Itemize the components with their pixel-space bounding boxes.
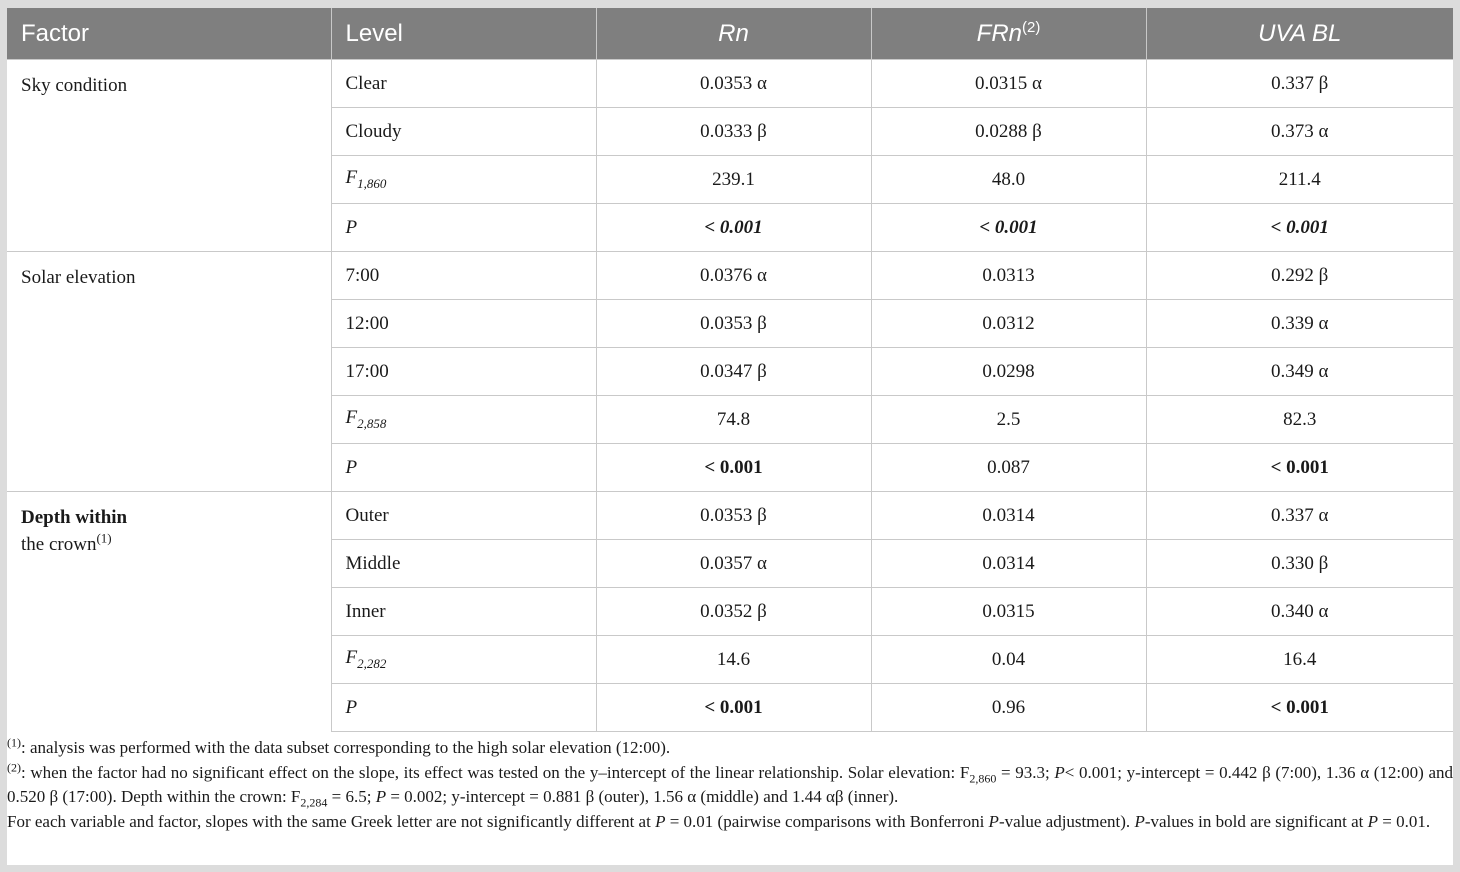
frn-cell: 0.0288 β: [871, 108, 1146, 156]
uva-cell: 0.337 α: [1146, 492, 1453, 540]
footnote-3-p: P: [655, 811, 666, 831]
rn-cell: 0.0353 α: [596, 60, 871, 108]
frn-cell: 0.087: [871, 444, 1146, 492]
rn-cell: 0.0353 β: [596, 492, 871, 540]
uva-cell: 82.3: [1146, 396, 1453, 444]
table-row: [7, 252, 1453, 300]
uva-cell: 0.330 β: [1146, 540, 1453, 588]
rn-cell: 0.0333 β: [596, 108, 871, 156]
level-f-stat: [331, 396, 596, 444]
uva-cell: 16.4: [1146, 636, 1453, 684]
footnote-3-text: = 0.01 (pairwise comparisons with Bonferroni: [665, 811, 989, 831]
frn-cell: 0.04: [871, 636, 1146, 684]
level-p-value: P: [331, 684, 596, 732]
factor-depth-within-crown: [7, 492, 331, 732]
uva-cell: < 0.001: [1146, 684, 1453, 732]
rn-cell: 0.0352 β: [596, 588, 871, 636]
level-p-value: P: [331, 204, 596, 252]
header-frn-note-mark: (2): [1022, 18, 1041, 36]
footnote-3-text: -values in bold are significant at: [1144, 811, 1368, 831]
header-frn: [871, 8, 1146, 60]
footnote-2-text: = 93.3;: [996, 762, 1055, 782]
factor-depth-note-mark: (1): [96, 530, 112, 546]
frn-cell: 2.5: [871, 396, 1146, 444]
level-p-value: P: [331, 444, 596, 492]
rn-cell: 0.0347 β: [596, 348, 871, 396]
table-row: [7, 492, 1453, 540]
footnote-2-sub: 2,284: [300, 795, 328, 810]
f-df: 1,860: [357, 175, 387, 191]
factor-solar-elevation: Solar elevation: [7, 252, 331, 492]
rn-cell: 239.1: [596, 156, 871, 204]
frn-cell: 0.0314: [871, 492, 1146, 540]
f-symbol: F: [345, 647, 358, 669]
level-cell: Clear: [331, 60, 596, 108]
f-symbol: F: [345, 407, 358, 429]
footnote-2-p: P: [375, 787, 387, 806]
rn-cell: 0.0376 α: [596, 252, 871, 300]
level-cell: Inner: [331, 588, 596, 636]
level-cell: 7:00: [331, 252, 596, 300]
footnote-2-text: = 0.002; y-intercept = 0.881 β (outer), 1.56 α (middle) and 1.44 αβ (inner).: [386, 787, 899, 806]
frn-cell: 0.0313: [871, 252, 1146, 300]
uva-cell: < 0.001: [1146, 204, 1453, 252]
level-f-stat: [331, 156, 596, 204]
footnote-3-text: = 0.01.: [1378, 811, 1431, 831]
level-cell: 17:00: [331, 348, 596, 396]
frn-cell: 0.0312: [871, 300, 1146, 348]
header-frn-label: FRn: [976, 19, 1022, 47]
frn-cell: 0.96: [871, 684, 1146, 732]
header-factor: Factor: [7, 8, 331, 60]
footnote-3-text: -value adjustment).: [998, 811, 1135, 831]
table-footnotes: [7, 732, 1453, 834]
footnote-1-text: : analysis was performed with the data subset corresponding to the high solar elevation (12:00).: [21, 738, 671, 757]
rn-cell: 14.6: [596, 636, 871, 684]
footnote-3-p: P: [988, 811, 999, 831]
footnote-2: [7, 761, 1453, 810]
rn-cell: < 0.001: [596, 444, 871, 492]
frn-cell: 0.0298: [871, 348, 1146, 396]
frn-cell: 48.0: [871, 156, 1146, 204]
uva-cell: 0.340 α: [1146, 588, 1453, 636]
f-df: 2,282: [357, 655, 387, 671]
header-row: [7, 8, 1453, 60]
rn-cell: 0.0357 α: [596, 540, 871, 588]
level-f-stat: [331, 636, 596, 684]
uva-cell: 0.349 α: [1146, 348, 1453, 396]
frn-cell: 0.0315 α: [871, 60, 1146, 108]
level-cell: Cloudy: [331, 108, 596, 156]
level-cell: 12:00: [331, 300, 596, 348]
uva-cell: 0.292 β: [1146, 252, 1453, 300]
rn-cell: < 0.001: [596, 684, 871, 732]
footnote-2-sub: 2,860: [969, 770, 997, 785]
factor-depth-line1: Depth within: [21, 507, 128, 528]
footnote-1-mark: (1): [7, 735, 21, 750]
uva-cell: 211.4: [1146, 156, 1453, 204]
header-uva-bl: UVA BL: [1146, 8, 1453, 60]
frn-cell: < 0.001: [871, 204, 1146, 252]
footnote-2-text: : when the factor had no significant effect on the slope, its effect was tested on the y–intercept of the linear relationship. Solar elevation: F: [21, 762, 970, 782]
header-rn: Rn: [596, 8, 871, 60]
results-table: [7, 8, 1453, 732]
factor-sky-condition: Sky condition: [7, 60, 331, 252]
f-df: 2,858: [357, 415, 387, 431]
header-level: Level: [331, 8, 596, 60]
footnote-3-p: P: [1134, 811, 1145, 831]
frn-cell: 0.0314: [871, 540, 1146, 588]
rn-cell: < 0.001: [596, 204, 871, 252]
footnote-3-p: P: [1367, 811, 1379, 831]
uva-cell: < 0.001: [1146, 444, 1453, 492]
frn-cell: 0.0315: [871, 588, 1146, 636]
level-cell: Middle: [331, 540, 596, 588]
f-symbol: F: [345, 167, 358, 189]
uva-cell: 0.339 α: [1146, 300, 1453, 348]
level-cell: Outer: [331, 492, 596, 540]
footnote-2-text: < 0.001; y-intercept = 0.442 β (7:00), 1.36 α (12:00) and 0.520 β (17:00). Depth within the crown: F: [7, 762, 1454, 806]
footnote-3: [7, 810, 1453, 835]
rn-cell: 74.8: [596, 396, 871, 444]
table-row: [7, 60, 1453, 108]
footnote-3-text: For each variable and factor, slopes with the same Greek letter are not significantly different at: [7, 811, 656, 831]
footnote-1: [7, 736, 1453, 761]
rn-cell: 0.0353 β: [596, 300, 871, 348]
footnote-2-p: P: [1054, 762, 1065, 782]
footnote-2-text: = 6.5;: [327, 787, 376, 806]
table-figure: [7, 8, 1453, 865]
footnote-2-mark: (2): [7, 759, 21, 774]
uva-cell: 0.337 β: [1146, 60, 1453, 108]
uva-cell: 0.373 α: [1146, 108, 1453, 156]
factor-depth-line2: the crown: [21, 534, 97, 555]
